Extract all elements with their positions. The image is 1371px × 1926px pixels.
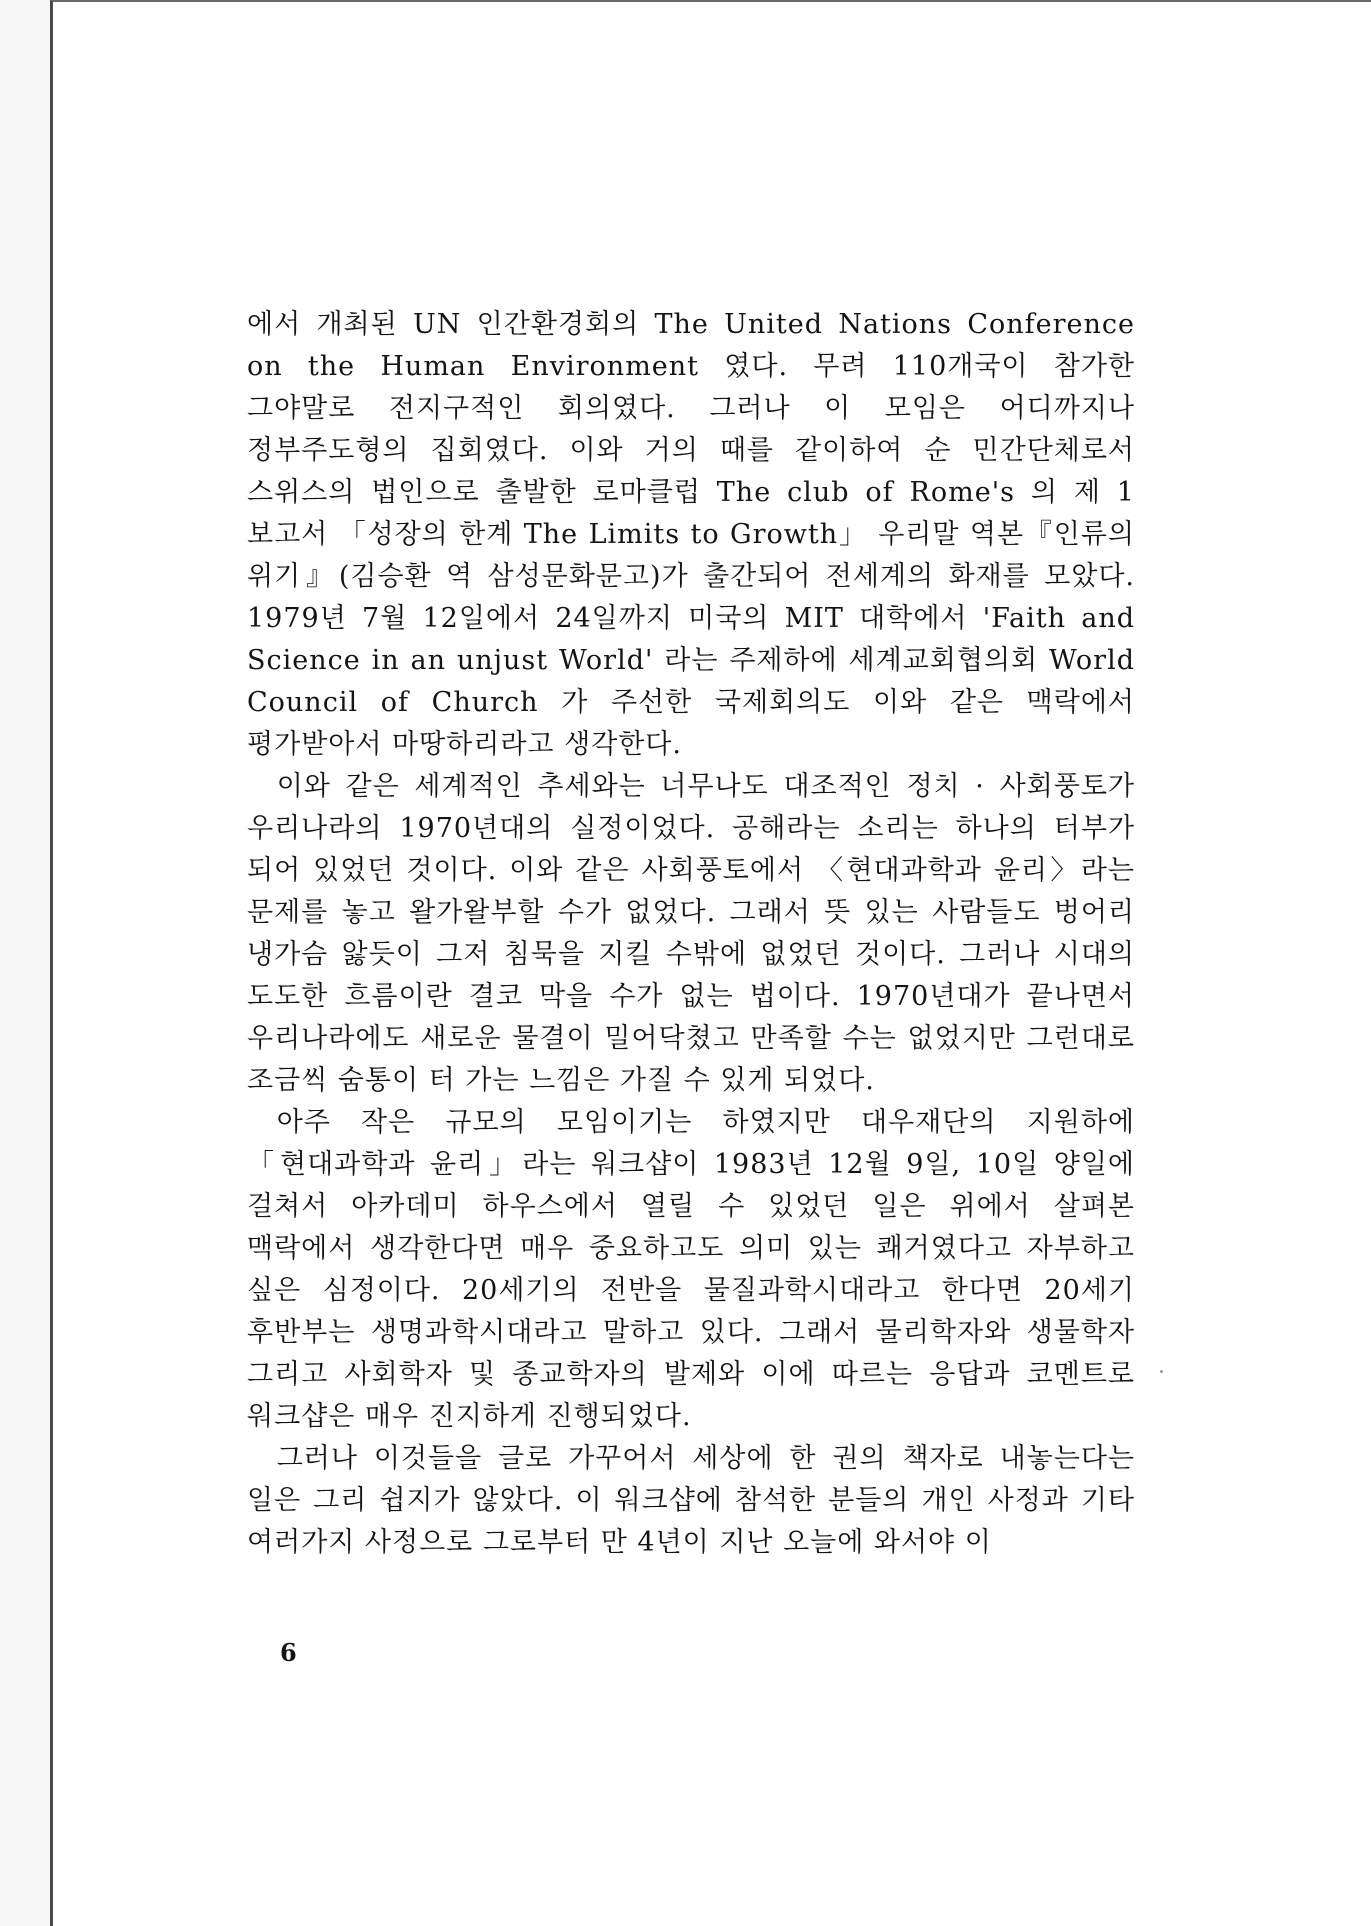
paragraph-4: 그러나 이것들을 글로 가꾸어서 세상에 한 권의 책자로 내놓는다는 일은 그리 쉽지가 않았다. 이 워크샵에 참석한 분들의 개인 사정과 기타 여러가지 사정으로 그로부터 만 4년이 지난 오늘에 와서야 이 — [247, 1443, 1135, 1558]
page-number: 6 — [280, 1638, 298, 1667]
paragraph-3: 아주 작은 규모의 모임이기는 하였지만 대우재단의 지원하에 「현대과학과 윤리」라는 워크샵이 1983년 12월 9일, 10일 양일에 걸쳐서 아카데미 하우스에서 열릴 수 있었던 일은 위에서 살펴본 맥락에서 생각한다면 매우 중요하고도 의미 있는 쾌거였다고 자부하고 싶은 심정이다. 20세기의 전반을 물질과학시대라고 한다면 20세기 후반부는 생명과학시대라고 말하고 있다. 그래서 물리학자와 생물학자 그리고 사회학자 및 종교학자의 발제와 이에 따르는 응답과 코멘트로 워크샵은 매우 진지하게 진행되었다. — [247, 1107, 1135, 1432]
paragraph-2: 이와 같은 세계적인 추세와는 너무나도 대조적인 정치 · 사회풍토가 우리나라의 1970년대의 실정이었다. 공해라는 소리는 하나의 터부가 되어 있었던 것이다. 이와 같은 사회풍토에서 〈현대과학과 윤리〉라는 문제를 놓고 왈가왈부할 수가 없었다. 그래서 뜻 있는 사람들도 벙어리 냉가슴 앓듯이 그저 침묵을 지킬 수밖에 없었던 것이다. 그러나 시대의 도도한 흐름이란 결코 막을 수가 없는 법이다. 1970년대가 끝나면서 우리나라에도 새로운 물결이 밀어닥쳤고 만족할 수는 없었지만 그런대로 조금씩 숨통이 터 가는 느낌은 가질 수 있게 되었다. — [247, 771, 1135, 1096]
scan-speck — [1160, 1370, 1163, 1373]
viewer-margin — [0, 0, 50, 1926]
body-text — [247, 304, 1135, 1564]
paragraph-1: 에서 개최된 UN 인간환경회의 The United Nations Conference on the Human Environment 였다. 무려 110개국이 참가한 그야말로 전지구적인 회의였다. 그러나 이 모임은 어디까지나 정부주도형의 집회였다. 이와 거의 때를 같이하여 순 민간단체로서 스위스의 법인으로 출발한 로마클럽 The club of Rome's 의 제 1 보고서 「성장의 한계 The Limits to Growth」 우리말 역본『인류의 위기』(김승환 역 삼성문화문고)가 출간되어 전세계의 화재를 모았다. 1979년 7월 12일에서 24일까지 미국의 MIT 대학에서 'Faith and Science in an unjust World' 라는 주제하에 세계교회협의회 World Council of Church 가 주선한 국제회의도 이와 같은 맥락에서 평가받아서 마땅하리라고 생각한다. — [247, 309, 1135, 760]
